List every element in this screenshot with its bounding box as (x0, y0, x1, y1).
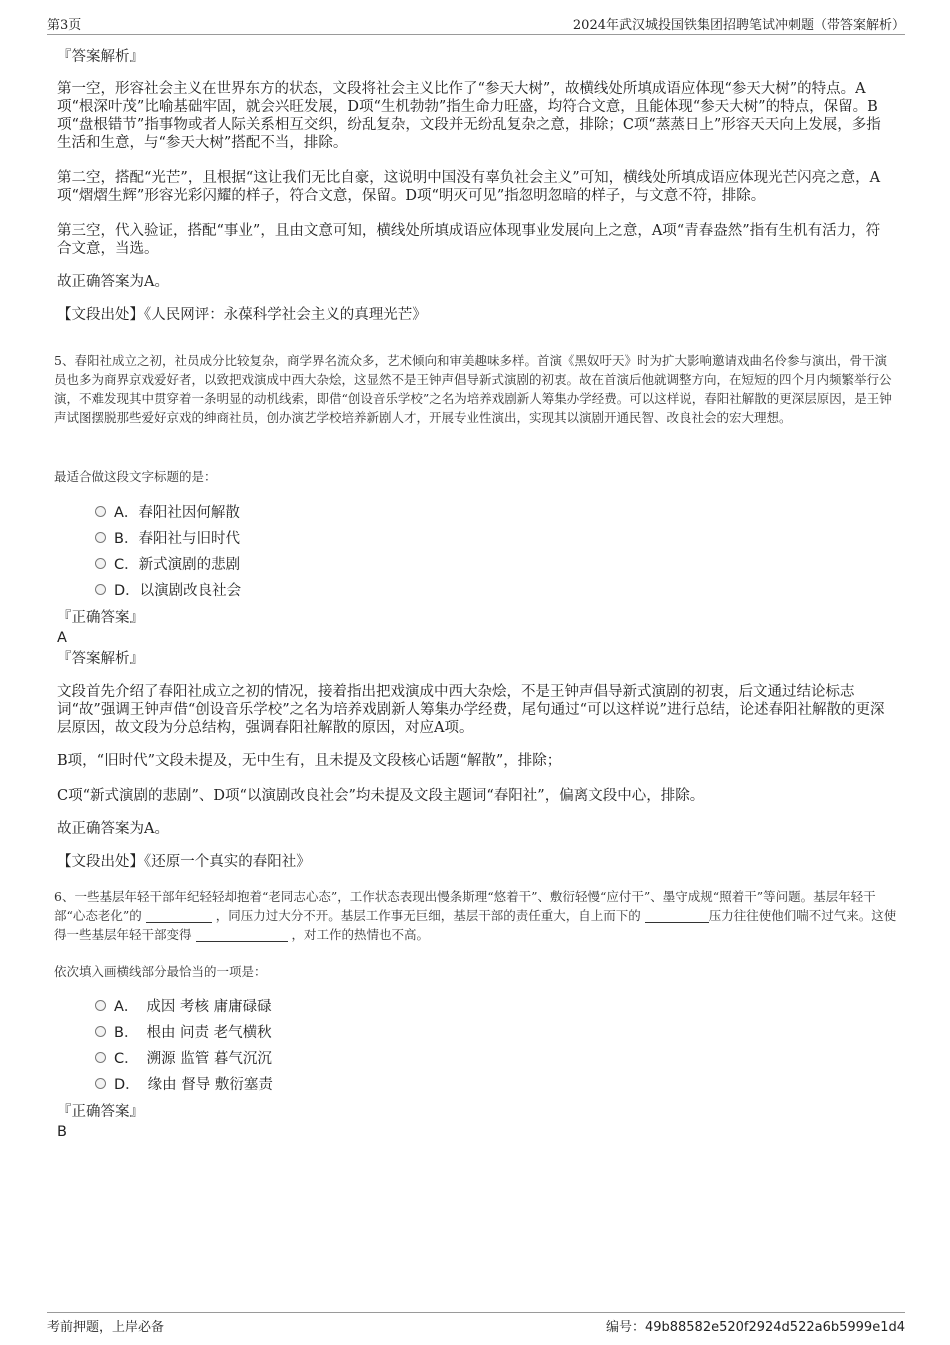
option-text: 新式演剧的悲剧 (138, 557, 241, 573)
option-text: 溯源 监管 暮气沉沉 (146, 1051, 272, 1067)
option-text: 缘由 督导 敷衍塞责 (147, 1077, 273, 1093)
page-header (47, 14, 905, 35)
page-number: 第3页 (47, 18, 82, 33)
footer-slogan: 考前押题，上岸必备 (47, 1320, 165, 1335)
q6-stem (54, 887, 899, 944)
option-letter: A． (114, 999, 139, 1015)
q5-option-a[interactable] (95, 504, 240, 522)
radio-icon[interactable] (95, 1026, 106, 1037)
radio-icon[interactable] (95, 506, 106, 517)
option-letter: B． (114, 1025, 139, 1041)
q4-analysis-para-2: 第二空，搭配“光芒”，且根据“这让我们无比自豪，这说明中国没有辜负社会主义”可知，横线处所填成语应体现光芒闪亮之意，A项“熠熠生辉”形容光彩闪耀的样子，符合文意，保留。D项“明灭可见”指忽明忽暗的样子，与文意不符，排除。 (57, 170, 881, 204)
q5-conclusion: 故正确答案为A。 (57, 821, 169, 837)
q6-option-b[interactable] (95, 1024, 272, 1042)
radio-icon[interactable] (95, 584, 106, 595)
q4-analysis-para-1: 第一空，形容社会主义在世界东方的状态，文段将社会主义比作了“参天大树”，故横线处所填成语应体现“参天大树”的特点。A项“根深叶茂”比喻基础牢固，就会兴旺发展，D项“生机勃勃”指生命力旺盛，均符合文意，且能体现“参天大树”的特点，保留。B项“盘根错节”指事物或者人际关系相互交织，纷乱复杂，文段并无纷乱复杂之意，排除；C项“蒸蒸日上”形容天天向上发展，多指生活和生意，与“参天大树”搭配不当，排除。 (57, 81, 881, 151)
q5-analysis-para-2: B项，“旧时代”文段未提及，无中生有，且未提及文段核心话题“解散”，排除； (57, 753, 562, 769)
option-text: 春阳社因何解散 (138, 505, 240, 521)
q6-option-d[interactable] (95, 1076, 273, 1094)
q4-conclusion: 故正确答案为A。 (57, 274, 169, 290)
radio-icon[interactable] (95, 1000, 106, 1011)
q5-source: 【文段出处】《还原一个真实的春阳社》 (57, 854, 311, 870)
q6-answer: B (57, 1124, 67, 1140)
q5-option-b[interactable] (95, 530, 240, 548)
q6-option-c[interactable] (95, 1050, 272, 1068)
radio-icon[interactable] (95, 1052, 106, 1063)
q4-analysis-para-3: 第三空，代入验证，搭配“事业”，且由文意可知，横线处所填成语应体现事业发展向上之意，A项“青春盎然”指有生机有活力，符合文意，当选。 (57, 223, 881, 257)
radio-icon[interactable] (95, 532, 106, 543)
q5-answer-label: 『正确答案』 (57, 610, 144, 626)
q4-analysis-label: 『答案解析』 (57, 49, 144, 65)
blank-2 (645, 908, 709, 923)
q4-source: 【文段出处】《人民网评：永葆科学社会主义的真理光芒》 (57, 307, 427, 323)
option-text: 成因 考核 庸庸碌碌 (146, 999, 272, 1015)
q6-stem-part-1: 6、一些基层年轻干部年纪轻轻却抱着“老同志心态”，工作状态表现出慢条斯理“悠着干”、敷衍轻慢“应付干”、墨守成规“照着干”等问题。基层年轻干部“心态老化”的 (54, 889, 876, 923)
q6-answer-label: 『正确答案』 (57, 1104, 144, 1120)
option-text: 春阳社与旧时代 (138, 531, 240, 547)
radio-icon[interactable] (95, 1078, 106, 1089)
q5-question: 最适合做这段文字标题的是： (54, 469, 217, 484)
document-title: 2024年武汉城投国铁集团招聘笔试冲刺题（带答案解析） (572, 18, 905, 33)
page-footer (47, 1312, 905, 1335)
q5-answer: A (57, 630, 67, 646)
q6-option-a[interactable] (95, 998, 272, 1016)
option-letter: A． (114, 505, 139, 521)
q5-option-d[interactable] (95, 582, 241, 600)
blank-1 (146, 908, 212, 923)
option-letter: C． (114, 557, 139, 573)
q6-stem-part-2: ，同压力过大分不开。基层工作事无巨细，基层干部的责任重大，自上而下的 (215, 908, 641, 923)
q5-stem: 5、春阳社成立之初，社员成分比较复杂，商学界名流众多，艺术倾向和审美趣味多样。首演《黑奴吁天》时为扩大影响邀请戏曲名伶参与演出，骨干演员也多为商界京戏爱好者，以致把戏演成中西大杂烩，这显然不是王钟声倡导新式演剧的初衷。故在首演后他就调整方向，在短短的四个月内频繁举行公演，不难发现其中贯穿着一条明显的动机线索，即借“创设音乐学校”之名为培养戏剧新人筹集办学经费。可以这样说，春阳社解散的更深层原因，是王钟声试图摆脱那些爱好京戏的绅商社员，创办演艺学校培养新剧人才，开展专业性演出，实现其以演剧开通民智、改良社会的宏大理想。 (54, 353, 892, 425)
q5-option-c[interactable] (95, 556, 240, 574)
option-letter: C． (114, 1051, 139, 1067)
q5-analysis-para-3: C项“新式演剧的悲剧”、D项“以演剧改良社会”均未提及文段主题词“春阳社”，偏离文段中心，排除。 (57, 788, 705, 804)
q6-question: 依次填入画横线部分最恰当的一项是： (54, 964, 267, 979)
radio-icon[interactable] (95, 558, 106, 569)
option-letter: D． (114, 583, 140, 599)
option-text: 以演剧改良社会 (139, 583, 242, 599)
option-letter: B． (114, 531, 139, 547)
q5-analysis-label: 『答案解析』 (57, 651, 144, 667)
q6-stem-part-3: 压力往往使他们喘不过气来。这使得一些基层年轻干部变得 (54, 908, 897, 942)
option-text: 根由 问责 老气横秋 (146, 1025, 272, 1041)
blank-3 (196, 927, 288, 942)
option-letter: D． (114, 1077, 140, 1093)
footer-serial: 编号：49b88582e520f2924d522a6b5999e1d4 (605, 1320, 905, 1335)
q5-analysis-para-1: 文段首先介绍了春阳社成立之初的情况，接着指出把戏演成中西大杂烩，不是王钟声倡导新式演剧的初衷，后文通过结论标志词“故”强调王钟声借“创设音乐学校”之名为培养戏剧新人筹集办学经费，尾句通过“可以这样说”进行总结，论述春阳社解散的更深层原因，故文段为分总结构，强调春阳社解散的原因，对应A项。 (57, 684, 885, 736)
q6-stem-part-4: ，对工作的热情也不高。 (291, 927, 429, 942)
